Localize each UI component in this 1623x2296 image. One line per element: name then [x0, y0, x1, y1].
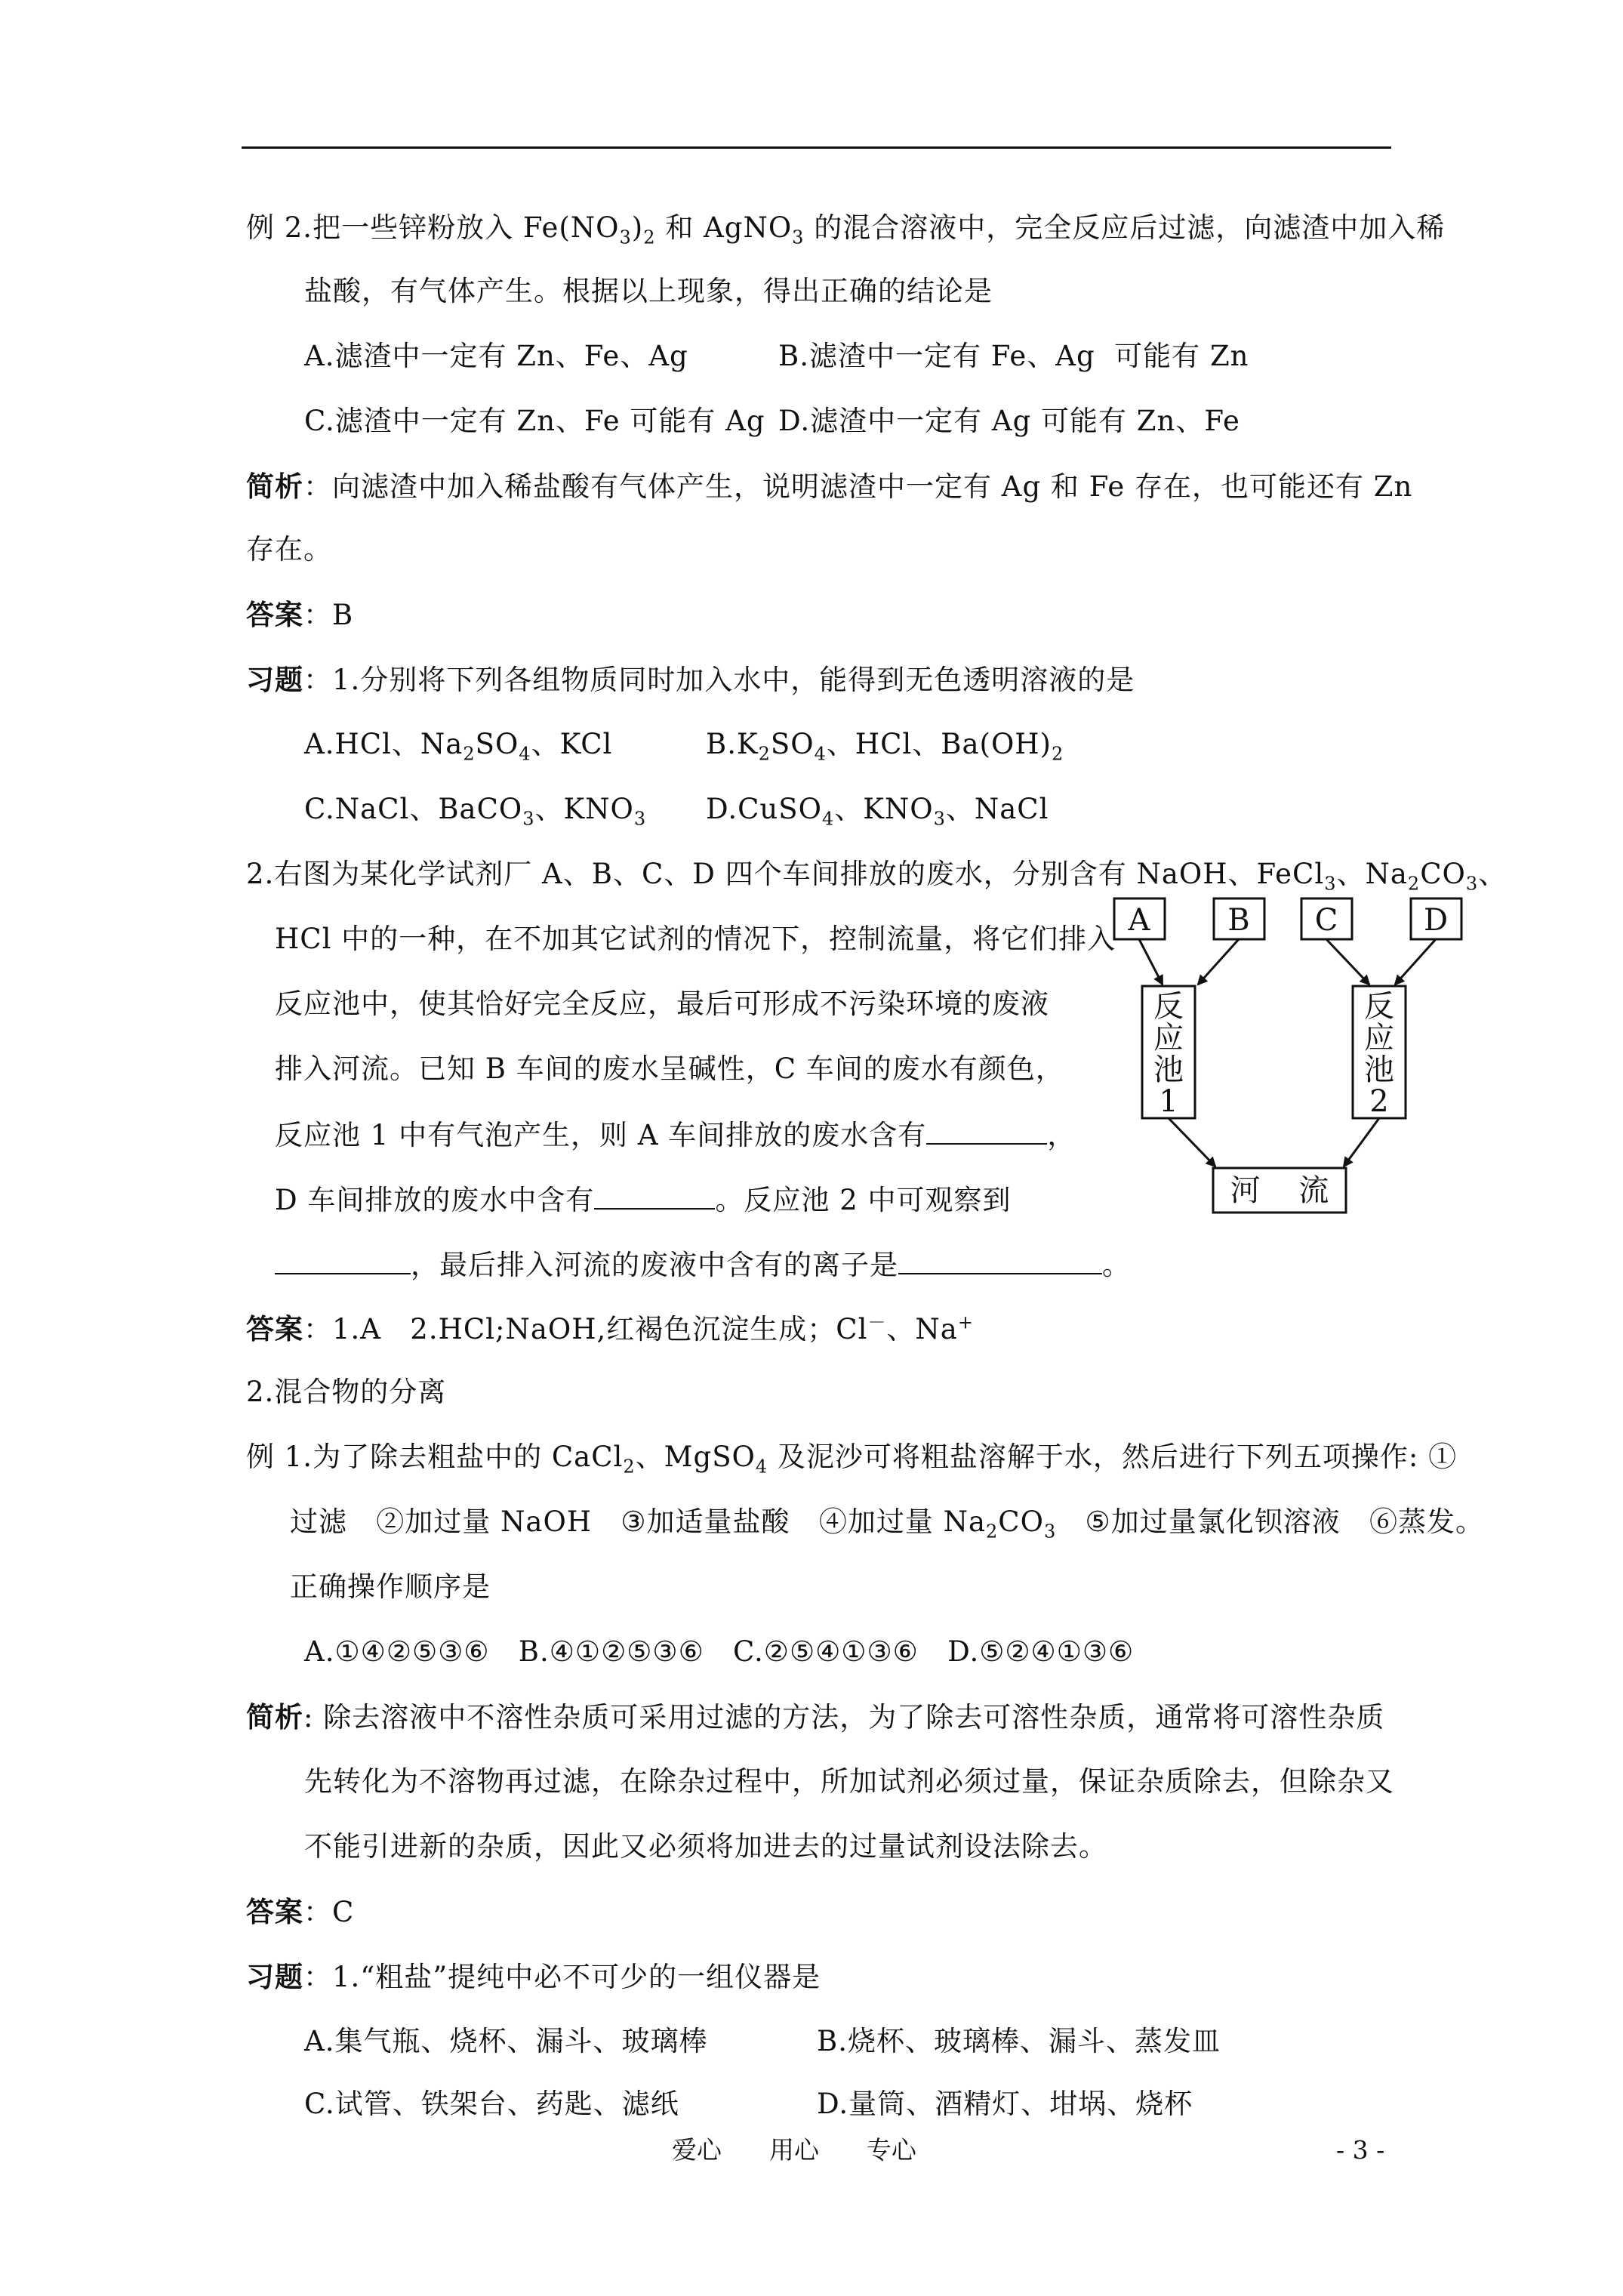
section2-ex1-options: A.①④②⑤③⑥ B.④①②⑤③⑥ C.②⑤④①③⑥ D.⑤②④①③⑥: [304, 1635, 1135, 1668]
exercise1-option-a: A.HCl、$Na_2SO_4$、KCl: [304, 728, 613, 765]
pool1-char: 1: [1159, 1084, 1178, 1119]
ex2-option-a: A.滤渣中一定有 Zn、Fe、Ag: [304, 340, 688, 372]
ex2-analysis-cont: 存在。: [246, 533, 332, 566]
section2-title: 2.混合物的分离: [246, 1376, 447, 1408]
section2-analysis-line3: 不能引进新的杂质，因此又必须将加进去的过量试剂设法除去。: [304, 1830, 1107, 1863]
pool2-char: 应: [1364, 1021, 1394, 1056]
ex2-analysis: 简析：向滤渣中加入稀盐酸有气体产生，说明滤渣中一定有 Ag 和 Fe 存在，也可能还有 Zn: [246, 470, 1413, 503]
exercise2-line3: 反应池中，使其恰好完全反应，最后可形成不污染环境的废液: [275, 988, 1049, 1020]
ex2-option-c: C.滤渣中一定有 Zn、Fe 可能有 Ag: [304, 405, 765, 437]
section2-exercise-option-d: D.量筒、酒精灯、坩埚、烧杯: [817, 2088, 1193, 2120]
section2-answer: 答案：C: [246, 1895, 355, 1928]
exercise2-answer: 答案：1.A 2.HCl;NaOH,红褐色沉淀生成；Cl－、Na+: [246, 1311, 974, 1345]
section2-ex1-line2: 过滤 ②加过量 NaOH ③加适量盐酸 ④加过量 $Na_2CO_3$ ⑤加过量氯化钡溶液 ⑥蒸发。: [290, 1505, 1484, 1542]
exercise2-line2: HCl 中的一种，在不加其它试剂的情况下，控制流量，将它们排入: [275, 923, 1116, 955]
ex2-option-b: B.滤渣中一定有 Fe、Ag 可能有 Zn: [778, 340, 1249, 372]
section2-exercise-stem: 习题：1.“粗盐”提纯中必不可少的一组仪器是: [246, 1960, 821, 1993]
ex2-option-d: D.滤渣中一定有 Ag 可能有 Zn、Fe: [778, 405, 1240, 437]
ex2-answer: 答案：B: [246, 598, 354, 631]
section2-exercise-option-a: A.集气瓶、烧杯、漏斗、玻璃棒: [304, 2025, 708, 2057]
arrow-c-to-pool2: [1326, 939, 1369, 985]
ex2-line2: 盐酸，有气体产生。根据以上现象，得出正确的结论是: [304, 275, 993, 307]
workshop-a-label: A: [1128, 903, 1150, 938]
section2-exercise-option-c: C.试管、铁架台、药匙、滤纸: [304, 2088, 679, 2120]
exercise1-option-d: D.CuSO$_4$、$KNO_3$、NaCl: [706, 793, 1049, 830]
pool1-char: 应: [1153, 1021, 1184, 1056]
pool1-char: 池: [1153, 1052, 1184, 1087]
exercise1-stem: 习题：1.分别将下列各组物质同时加入水中，能得到无色透明溶液的是: [246, 663, 1135, 696]
arrow-d-to-pool2: [1395, 939, 1436, 985]
section2-analysis: 简析: 除去溶液中不溶性杂质可采用过滤的方法，为了除去可溶性杂质，通常将可溶性杂质: [246, 1700, 1385, 1734]
exercise2-line4: 排入河流。已知 B 车间的废水呈碱性，C 车间的废水有颜色，: [275, 1052, 1064, 1085]
page-number: - 3 -: [1336, 2135, 1385, 2165]
arrow-pool2-to-river: [1344, 1118, 1379, 1166]
pool1-char: 反: [1153, 989, 1184, 1024]
workshop-c-label: C: [1314, 903, 1338, 938]
arrow-pool1-to-river: [1169, 1118, 1215, 1166]
footer-slogan: 爱心 用心 专心: [672, 2135, 916, 2165]
exercise2-line6: D 车间排放的废水中含有 。反应池 2 中可观察到: [275, 1184, 1012, 1216]
arrow-b-to-pool1: [1198, 939, 1239, 985]
pool2-char: 2: [1369, 1084, 1389, 1119]
exercise2-line7: ，最后排入河流的废液中含有的离子是 。: [275, 1247, 1131, 1282]
arrow-a-to-pool1: [1139, 939, 1163, 985]
exercise1-option-c: C.NaCl、BaCO$_3$、$KNO_3$: [304, 793, 647, 830]
workshop-d-label: D: [1423, 903, 1449, 938]
section2-exercise-option-b: B.烧杯、玻璃棒、漏斗、蒸发皿: [817, 2025, 1221, 2057]
exercise2-line1: 2.右图为某化学试剂厂 A、B、C、D 四个车间排放的废水，分别含有 NaOH、FeCl$_3$、$Na_2CO_3$、: [246, 858, 1508, 895]
section2-ex1-line1: 例 1.为了除去粗盐中的 CaCl$_2$、MgSO$_4$ 及泥沙可将粗盐溶解于水，然后进行下列五项操作: ①: [246, 1441, 1458, 1478]
section2-ex1-line3: 正确操作顺序是: [290, 1570, 491, 1603]
section2-analysis-line2: 先转化为不溶物再过滤，在除杂过程中，所加试剂必须过量，保证杂质除去，但除杂又: [304, 1765, 1394, 1798]
pool2-char: 反: [1364, 989, 1394, 1024]
exercise1-option-b: $B.K_2SO_4$、HCl、$Ba(OH)_2$: [706, 728, 1064, 765]
exercise2-line5: 反应池 1 中有气泡产生，则 A 车间排放的废水含有 ，: [275, 1119, 1076, 1151]
pool2-char: 池: [1364, 1052, 1394, 1087]
river-label: 河 流: [1230, 1173, 1329, 1208]
workshop-b-label: B: [1227, 903, 1250, 938]
ex2-line1: 例 2.把一些锌粉放入 $Fe(NO_3)_2$ 和 AgNO$_3$ 的混合溶液中，完全反应后过滤，向滤渣中加入稀: [246, 211, 1446, 248]
